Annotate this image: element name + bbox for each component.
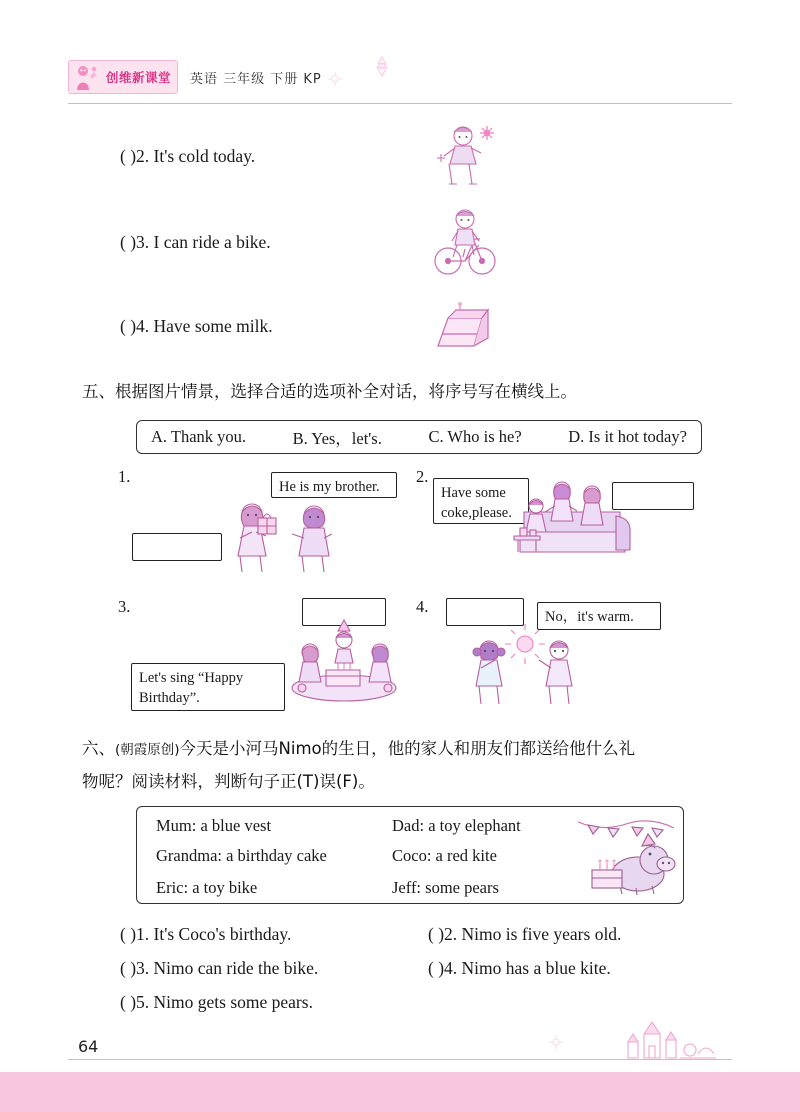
item-text: Nimo has a blue kite. — [461, 958, 611, 978]
item-text: Nimo gets some pears. — [153, 992, 313, 1012]
two-girls-talking-icon — [218, 486, 378, 576]
footer-divider — [68, 1059, 732, 1060]
gift-left-1: Mum: a blue vest — [156, 816, 272, 835]
section-six-heading-line2: 物呢？阅读材料，判断句子正(T)误(F)。 — [82, 772, 375, 791]
header-divider — [68, 103, 732, 104]
footer-band — [0, 1072, 800, 1112]
mascot-icon — [73, 64, 99, 92]
question-item — [120, 232, 271, 253]
item-number: 1. — [136, 924, 150, 944]
answer-paren[interactable]: ( ) — [120, 232, 137, 252]
item-text: Nimo is five years old. — [461, 924, 622, 944]
brand-name: 创维新课堂 — [105, 70, 171, 85]
gift-right-1: Dad: a toy elephant — [392, 816, 521, 835]
castle-decoration-icon — [610, 1020, 720, 1060]
section-six-number: 六、 — [82, 739, 115, 758]
speech-bubble-text: Let's sing “Happy Birthday”. — [139, 670, 244, 706]
gift-right-2: Coco: a red kite — [392, 846, 497, 865]
section-six-tag: (朝霞原创) — [115, 742, 180, 758]
options-box — [136, 420, 702, 454]
item-number: 4. — [136, 316, 150, 336]
section-five-heading: 五、根据图片情景，选择合适的选项补全对话，将序号写在横线上。 — [82, 382, 577, 401]
cake-slice-icon — [430, 302, 496, 360]
speech-bubble-text: Have some coke,please. — [441, 485, 512, 521]
answer-paren[interactable]: ( ) — [120, 958, 137, 978]
tf-item — [120, 958, 318, 979]
tf-item — [428, 958, 611, 979]
section-six-heading-line1 — [82, 735, 635, 759]
item-text: It's Coco's birthday. — [153, 924, 292, 944]
flower-decoration-icon — [368, 54, 396, 80]
gift-left-2: Grandma: a birthday cake — [156, 846, 327, 865]
page-header — [68, 58, 732, 104]
speech-bubble-blank[interactable] — [132, 533, 222, 561]
answer-paren[interactable]: ( ) — [120, 146, 137, 166]
dialog-item-number: 2. — [416, 467, 429, 486]
flower-decoration-icon — [545, 1032, 567, 1052]
answer-paren[interactable]: ( ) — [428, 958, 445, 978]
option-a[interactable]: A. Thank you. — [151, 427, 247, 446]
speech-bubble-filled: He is my brother. — [271, 472, 397, 498]
question-item — [120, 316, 273, 337]
option-b[interactable]: B. Yes，let's. — [292, 429, 382, 448]
item-number: 2. — [444, 924, 458, 944]
option-d[interactable]: D. Is it hot today? — [568, 427, 687, 446]
page-number: 64 — [78, 1037, 99, 1056]
question-item — [120, 146, 255, 167]
dialog-item-number: 4. — [416, 597, 429, 616]
dialog-item-number: 1. — [118, 467, 131, 486]
answer-paren[interactable]: ( ) — [428, 924, 445, 944]
family-sofa-icon — [500, 478, 640, 558]
birthday-party-icon — [282, 618, 412, 708]
gift-right-3: Jeff: some pears — [392, 878, 499, 897]
child-cold-icon — [425, 118, 505, 188]
speech-bubble-filled: No，it's warm. — [537, 602, 661, 630]
answer-paren[interactable]: ( ) — [120, 924, 137, 944]
item-text: Have some milk. — [153, 316, 273, 336]
item-number: 3. — [136, 232, 150, 252]
child-bike-icon — [424, 205, 504, 280]
answer-paren[interactable]: ( ) — [120, 992, 137, 1012]
dialog-item-number: 3. — [118, 597, 131, 616]
item-number: 3. — [136, 958, 150, 978]
section-six-text1: 今天是小河马Nimo的生日，他的家人和朋友们都送给他什么礼 — [179, 739, 636, 758]
gift-left-3: Eric: a toy bike — [156, 878, 258, 897]
header-title: 英语 三年级 下册 KP — [190, 72, 322, 87]
tf-item — [120, 992, 313, 1013]
hippo-birthday-icon — [576, 812, 676, 898]
answer-paren[interactable]: ( ) — [120, 316, 137, 336]
option-c[interactable]: C. Who is he? — [428, 427, 522, 446]
item-number: 4. — [444, 958, 458, 978]
item-text: It's cold today. — [153, 146, 256, 166]
item-text: Nimo can ride the bike. — [153, 958, 319, 978]
item-number: 2. — [136, 146, 150, 166]
brand-badge — [68, 60, 178, 94]
tf-item — [428, 924, 621, 945]
item-number: 5. — [136, 992, 150, 1012]
tf-item — [120, 924, 291, 945]
two-kids-sun-icon — [455, 622, 595, 707]
speech-bubble-filled — [131, 663, 285, 711]
item-text: I can ride a bike. — [153, 232, 271, 252]
flower-decoration-icon — [326, 70, 344, 88]
